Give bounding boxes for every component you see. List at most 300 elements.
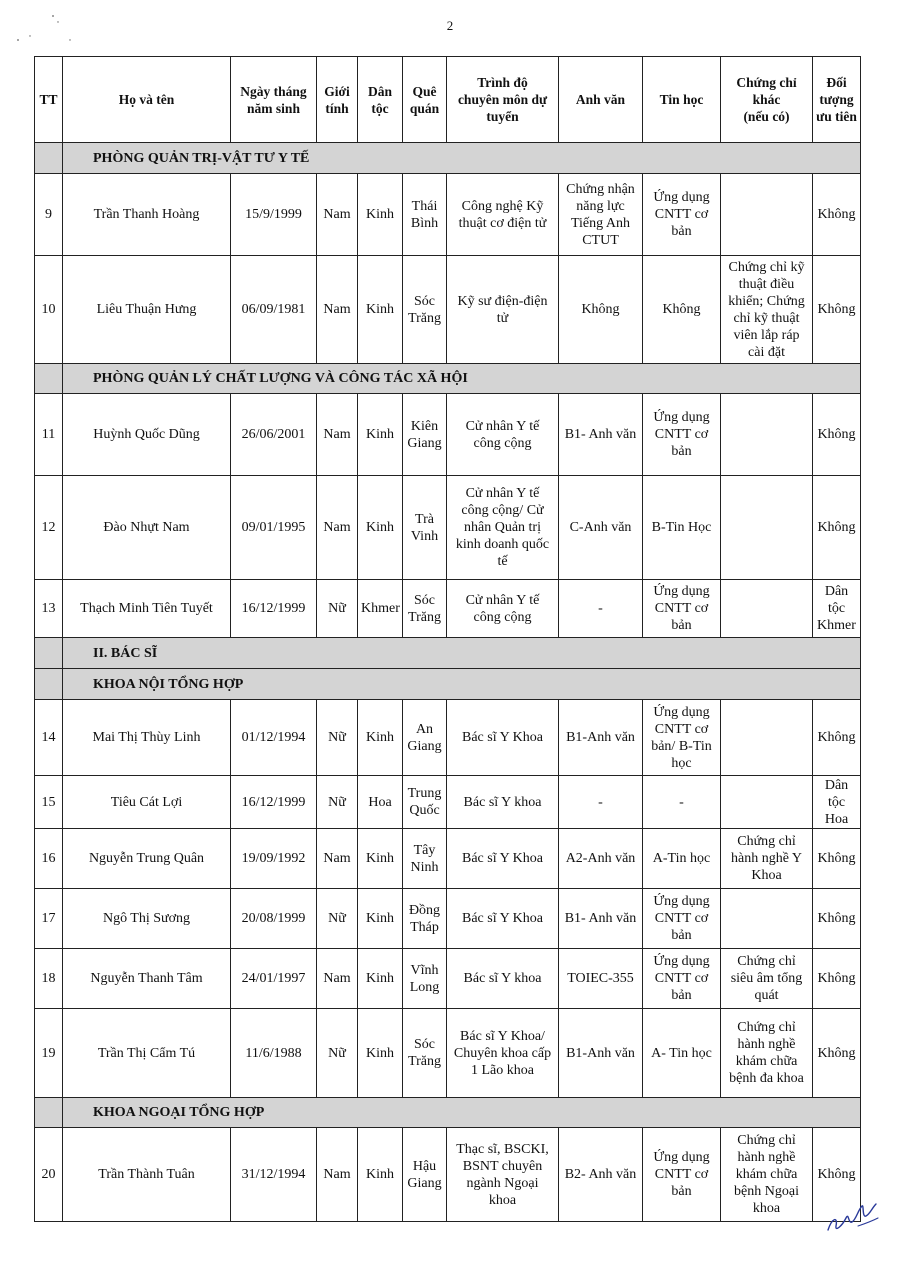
cell-ethnicity: Kinh: [358, 889, 403, 949]
cell-dob: 20/08/1999: [231, 889, 317, 949]
cell-line: Trung: [407, 786, 442, 801]
cell-english: [559, 256, 643, 364]
cell-gender: Nữ: [317, 580, 358, 638]
cell-it: [643, 476, 721, 580]
section-row: [35, 364, 861, 394]
header-ethnicity: [358, 57, 403, 143]
cell-line: B1- Anh văn: [564, 911, 637, 926]
cell-tt: 9: [35, 174, 63, 256]
section-title: KHOA NỘI TỔNG HỢP: [63, 669, 861, 700]
cell-ethnicity: Kinh: [358, 174, 403, 256]
cell-line: nhân Quản trị: [464, 520, 541, 535]
cell-qualification: [447, 256, 559, 364]
cell-line: B1-Anh văn: [566, 730, 635, 745]
cell-line: BSNT chuyên: [462, 1158, 543, 1174]
cell-line: Cử nhân Y tế: [465, 418, 540, 434]
cell-line: thuật điều: [738, 276, 795, 292]
cell-priority: [813, 580, 861, 638]
cell-line: Quốc: [409, 803, 440, 818]
cell-other-cert: [721, 949, 813, 1009]
section-tt-cell: [35, 638, 63, 669]
cell-line: Ứng dụng: [653, 704, 710, 720]
cell-dob: 16/12/1999: [231, 776, 317, 829]
cell-line: 1 Lão khoa: [471, 1062, 534, 1078]
cell-hometown: [403, 580, 447, 638]
cell-dob: 01/12/1994: [231, 700, 317, 776]
cell-line: Sóc: [414, 293, 435, 309]
cell-other-cert: [721, 1009, 813, 1098]
cell-line: CNTT cơ: [654, 601, 709, 616]
header-qualification: [447, 57, 559, 143]
cell-name: Tiêu Cát Lợi: [63, 776, 231, 829]
cell-line: hành nghề Y: [730, 851, 803, 866]
cell-priority: [813, 949, 861, 1009]
cell-qualification: [447, 1009, 559, 1098]
cell-dob: 15/9/1999: [231, 174, 317, 256]
cell-name: Trần Thành Tuân: [63, 1128, 231, 1222]
cell-english: [559, 949, 643, 1009]
section-tt-cell: [35, 1098, 63, 1128]
cell-line: B1- Anh văn: [564, 427, 637, 442]
cell-line: ưu tiên: [816, 109, 857, 124]
cell-line: cài đặt: [748, 344, 785, 360]
cell-english: [559, 476, 643, 580]
cell-it: [643, 776, 721, 829]
cell-line: tượng: [819, 92, 854, 107]
cell-qualification: [447, 776, 559, 829]
cell-line: Chứng chỉ: [736, 75, 797, 90]
cell-ethnicity: Kinh: [358, 394, 403, 476]
cell-line: Không: [817, 730, 856, 745]
cell-qualification: [447, 949, 559, 1009]
cell-line: Trăng: [408, 310, 441, 326]
cell-line: Trăng: [408, 1054, 441, 1069]
cell-line: CNTT cơ: [654, 721, 709, 737]
cell-name: Nguyễn Trung Quân: [63, 829, 231, 889]
cell-line: Kỹ sư điện-điện: [457, 293, 548, 309]
cell-line: tế: [497, 554, 508, 569]
cell-line: chuyên môn dự: [457, 92, 548, 107]
cell-english: [559, 580, 643, 638]
cell-it: [643, 1009, 721, 1098]
handwritten-signature: [822, 1196, 882, 1236]
cell-line: năm sinh: [247, 100, 300, 116]
cell-line: bản: [671, 928, 692, 943]
header-gender: [317, 57, 358, 143]
cell-line: Không: [817, 911, 856, 926]
header-row: [35, 57, 861, 143]
cell-name: Trần Thị Cẩm Tú: [63, 1009, 231, 1098]
cell-gender: Nữ: [317, 1009, 358, 1098]
cell-line: Chứng chỉ kỹ: [728, 259, 805, 275]
cell-line: Bác sĩ Y Khoa: [462, 730, 543, 745]
cell-line: Khoa: [751, 868, 782, 883]
cell-gender: Nam: [317, 256, 358, 364]
cell-gender: Nam: [317, 174, 358, 256]
cell-line: Bác sĩ Y Khoa/: [460, 1028, 545, 1044]
table-row: [35, 889, 861, 949]
section-title: II. BÁC SĨ: [63, 638, 861, 669]
cell-line: Long: [409, 979, 440, 995]
cell-line: Bác sĩ Y khoa: [463, 794, 542, 810]
cell-line: Giang: [407, 435, 442, 451]
cell-line: Quê: [412, 83, 437, 99]
cell-ethnicity: Kinh: [358, 256, 403, 364]
header-tt: TT: [35, 57, 63, 143]
table-row: [35, 256, 861, 364]
cell-gender: Nữ: [317, 776, 358, 829]
cell-name: Liêu Thuận Hưng: [63, 256, 231, 364]
cell-line: Đối: [826, 75, 847, 90]
cell-priority: [813, 394, 861, 476]
cell-line: bản: [671, 1184, 692, 1199]
scan-speckle: [8, 10, 78, 50]
cell-line: công cộng: [473, 435, 532, 451]
table-row: [35, 829, 861, 889]
cell-other-cert: [721, 889, 813, 949]
cell-priority: [813, 256, 861, 364]
cell-line: Bình: [410, 215, 439, 231]
cell-line: Chứng chỉ: [737, 834, 796, 849]
cell-line: tộc: [827, 601, 846, 616]
cell-name: Thạch Minh Tiên Tuyết: [63, 580, 231, 638]
cell-hometown: [403, 829, 447, 889]
cell-dob: 06/09/1981: [231, 256, 317, 364]
cell-gender: Nữ: [317, 700, 358, 776]
cell-tt: 18: [35, 949, 63, 1009]
cell-line: bản: [671, 444, 692, 459]
cell-hometown: [403, 476, 447, 580]
cell-qualification: [447, 394, 559, 476]
cell-line: khác: [752, 92, 781, 107]
section-row: [35, 1098, 861, 1128]
cell-line: khoa: [752, 1201, 781, 1216]
cell-it: [643, 1128, 721, 1222]
cell-qualification: [447, 174, 559, 256]
header-english: Anh văn: [559, 57, 643, 143]
cell-english: [559, 700, 643, 776]
cell-line: công cộng/ Cử: [461, 503, 544, 518]
cell-priority: [813, 889, 861, 949]
cell-line: khám chữa: [735, 1054, 798, 1069]
cell-line: quát: [754, 988, 779, 1003]
cell-line: khoa: [488, 1192, 517, 1208]
cell-ethnicity: Kinh: [358, 949, 403, 1009]
cell-other-cert: [721, 394, 813, 476]
cell-line: CTUT: [582, 232, 619, 248]
cell-line: CNTT cơ: [654, 207, 709, 222]
cell-name: Mai Thị Thùy Linh: [63, 700, 231, 776]
cell-line: Giang: [407, 1175, 442, 1191]
cell-line: bản: [671, 988, 692, 1003]
cell-line: Đồng: [408, 902, 441, 918]
cell-line: B-Tin Học: [651, 520, 712, 535]
cell-line: Vinh: [410, 528, 439, 544]
cell-line: Sóc: [414, 1037, 435, 1052]
cell-line: Không: [817, 971, 856, 986]
section-tt-cell: [35, 669, 63, 700]
cell-line: An: [415, 721, 434, 737]
cell-dob: 31/12/1994: [231, 1128, 317, 1222]
cell-english: [559, 776, 643, 829]
cell-line: Không: [817, 851, 856, 866]
cell-line: siêu âm tổng: [730, 971, 803, 986]
header-dob: [231, 57, 317, 143]
cell-line: Thạc sĩ, BSCKI,: [456, 1141, 549, 1157]
cell-line: Sóc: [414, 592, 435, 608]
table-row: [35, 700, 861, 776]
section-tt-cell: [35, 364, 63, 394]
cell-it: [643, 580, 721, 638]
cell-line: -: [598, 601, 603, 616]
cell-tt: 12: [35, 476, 63, 580]
header-other-cert: [721, 57, 813, 143]
cell-line: Tháp: [410, 919, 439, 935]
cell-hometown: [403, 1009, 447, 1098]
cell-line: Ứng dụng: [653, 954, 710, 969]
cell-other-cert: [721, 776, 813, 829]
cell-line: bệnh đa khoa: [729, 1071, 804, 1086]
section-title: KHOA NGOẠI TỔNG HỢP: [63, 1098, 861, 1128]
cell-english: [559, 1009, 643, 1098]
cell-tt: 19: [35, 1009, 63, 1098]
cell-line: Vĩnh: [410, 962, 439, 978]
table-row: [35, 394, 861, 476]
cell-hometown: [403, 776, 447, 829]
cell-line: Ninh: [410, 859, 439, 875]
cell-priority: [813, 476, 861, 580]
cell-line: CNTT cơ: [654, 1167, 709, 1182]
cell-dob: 11/6/1988: [231, 1009, 317, 1098]
cell-line: A2-Anh văn: [565, 851, 636, 866]
table-row: [35, 476, 861, 580]
cell-line: Không: [817, 520, 856, 535]
cell-line: CNTT cơ: [654, 911, 709, 926]
cell-english: [559, 889, 643, 949]
cell-line: Chuyên khoa cấp: [453, 1045, 552, 1061]
cell-line: Thái: [411, 198, 438, 214]
cell-line: học: [671, 755, 692, 771]
cell-english: [559, 174, 643, 256]
cell-hometown: [403, 174, 447, 256]
cell-name: Trần Thanh Hoàng: [63, 174, 231, 256]
cell-line: ngành Ngoại: [466, 1175, 539, 1191]
cell-line: Chứng chỉ: [737, 1020, 796, 1035]
cell-line: bản: [671, 224, 692, 239]
cell-name: Huỳnh Quốc Dũng: [63, 394, 231, 476]
cell-line: CNTT cơ: [654, 971, 709, 986]
section-tt-cell: [35, 143, 63, 174]
cell-dob: 19/09/1992: [231, 829, 317, 889]
cell-ethnicity: Hoa: [358, 776, 403, 829]
cell-it: [643, 700, 721, 776]
cell-gender: Nữ: [317, 889, 358, 949]
section-title: PHÒNG QUẢN LÝ CHẤT LƯỢNG VÀ CÔNG TÁC XÃ HỘI: [63, 364, 861, 394]
cell-line: hành nghề: [737, 1037, 796, 1052]
cell-line: Giới: [324, 83, 350, 99]
cell-other-cert: [721, 700, 813, 776]
cell-gender: Nam: [317, 949, 358, 1009]
cell-line: Dân: [824, 777, 849, 793]
roster-body: [35, 143, 861, 1222]
cell-line: tuyển: [486, 109, 519, 124]
cell-gender: Nam: [317, 394, 358, 476]
cell-other-cert: [721, 829, 813, 889]
cell-line: Ứng dụng: [653, 894, 710, 909]
cell-dob: 09/01/1995: [231, 476, 317, 580]
cell-line: Bác sĩ Y Khoa: [462, 911, 543, 926]
cell-line: Chứng chỉ: [737, 1133, 796, 1148]
cell-ethnicity: Kinh: [358, 476, 403, 580]
cell-line: Hậu: [412, 1158, 437, 1174]
cell-qualification: [447, 1128, 559, 1222]
cell-hometown: [403, 949, 447, 1009]
cell-line: Trăng: [408, 609, 441, 625]
cell-it: [643, 889, 721, 949]
cell-line: Khmer: [817, 618, 856, 633]
cell-tt: 17: [35, 889, 63, 949]
cell-dob: 16/12/1999: [231, 580, 317, 638]
cell-priority: [813, 700, 861, 776]
table-row: [35, 580, 861, 638]
cell-ethnicity: Kinh: [358, 829, 403, 889]
cell-line: Ứng dụng: [653, 410, 710, 425]
cell-tt: 13: [35, 580, 63, 638]
cell-it: [643, 174, 721, 256]
cell-tt: 14: [35, 700, 63, 776]
cell-ethnicity: Kinh: [358, 1128, 403, 1222]
cell-name: Đào Nhựt Nam: [63, 476, 231, 580]
cell-line: B1-Anh văn: [566, 1045, 635, 1061]
cell-dob: 26/06/2001: [231, 394, 317, 476]
cell-line: khám chữa: [735, 1167, 798, 1182]
cell-priority: [813, 1009, 861, 1098]
cell-hometown: [403, 889, 447, 949]
cell-gender: Nam: [317, 1128, 358, 1222]
cell-tt: 15: [35, 776, 63, 829]
section-row: [35, 638, 861, 669]
cell-gender: Nam: [317, 476, 358, 580]
section-row: [35, 669, 861, 700]
page-number: 2: [446, 18, 454, 33]
cell-line: -: [598, 794, 603, 810]
cell-name: Ngô Thị Sương: [63, 889, 231, 949]
cell-other-cert: [721, 256, 813, 364]
cell-qualification: [447, 829, 559, 889]
cell-line: Cử nhân Y tế: [465, 486, 540, 501]
cell-line: Tây: [413, 842, 436, 858]
cell-priority: [813, 829, 861, 889]
table-row: [35, 1009, 861, 1098]
cell-line: (nếu có): [743, 109, 790, 124]
cell-other-cert: [721, 1128, 813, 1222]
cell-line: Không: [817, 1167, 856, 1182]
cell-line: Không: [817, 1045, 856, 1061]
cell-it: [643, 829, 721, 889]
cell-other-cert: [721, 580, 813, 638]
cell-qualification: [447, 476, 559, 580]
cell-english: [559, 394, 643, 476]
cell-line: Kiên: [410, 418, 439, 434]
cell-line: -: [679, 794, 684, 810]
cell-line: bản: [671, 618, 692, 633]
cell-ethnicity: Kinh: [358, 1009, 403, 1098]
cell-line: Không: [817, 302, 856, 317]
cell-tt: 10: [35, 256, 63, 364]
cell-line: TOIEC-355: [567, 971, 634, 986]
cell-line: khiển; Chứng: [728, 293, 805, 309]
cell-line: Không: [817, 427, 856, 442]
cell-line: Không: [817, 207, 856, 222]
cell-line: Công nghệ Kỹ: [461, 198, 544, 214]
cell-tt: 20: [35, 1128, 63, 1222]
header-it: Tin học: [643, 57, 721, 143]
cell-line: hành nghề: [737, 1150, 796, 1165]
cell-line: Không: [581, 302, 620, 317]
cell-line: Chứng nhận: [566, 181, 635, 197]
cell-qualification: [447, 700, 559, 776]
table-row: [35, 776, 861, 829]
cell-hometown: [403, 256, 447, 364]
cell-line: bệnh Ngoại: [734, 1184, 799, 1199]
cell-line: Ứng dụng: [653, 190, 710, 205]
cell-line: Ngày tháng: [240, 83, 307, 99]
cell-line: CNTT cơ: [654, 427, 709, 442]
cell-line: viên lắp ráp: [733, 327, 800, 343]
header-name: Họ và tên: [63, 57, 231, 143]
cell-name: Nguyễn Thanh Tâm: [63, 949, 231, 1009]
cell-line: tộc Hoa: [824, 794, 849, 827]
cell-ethnicity: Khmer: [358, 580, 403, 638]
cell-line: A-Tin học: [652, 851, 711, 866]
cell-gender: Nam: [317, 829, 358, 889]
header-hometown: [403, 57, 447, 143]
cell-line: A- Tin học: [651, 1045, 712, 1061]
section-row: [35, 143, 861, 174]
cell-line: Ứng dụng: [653, 1150, 710, 1165]
cell-line: Cử nhân Y tế: [465, 592, 540, 608]
cell-other-cert: [721, 174, 813, 256]
roster-table: [34, 56, 861, 1222]
cell-line: chỉ kỹ thuật: [733, 310, 800, 326]
cell-hometown: [403, 700, 447, 776]
cell-line: công cộng: [473, 609, 532, 625]
cell-priority: [813, 776, 861, 829]
cell-priority: [813, 174, 861, 256]
table-row: [35, 1128, 861, 1222]
cell-line: C-Anh văn: [569, 520, 632, 535]
cell-line: tộc: [371, 100, 389, 116]
header-priority: [813, 57, 861, 143]
cell-other-cert: [721, 476, 813, 580]
cell-line: Tiếng Anh: [570, 215, 630, 231]
cell-qualification: [447, 580, 559, 638]
cell-line: bản/ B-Tin: [651, 738, 712, 754]
cell-dob: 24/01/1997: [231, 949, 317, 1009]
cell-line: Ứng dụng: [653, 584, 710, 599]
cell-ethnicity: Kinh: [358, 700, 403, 776]
cell-line: kinh doanh quốc: [455, 537, 550, 552]
cell-line: tử: [496, 310, 509, 326]
cell-line: tính: [325, 100, 349, 116]
table-row: [35, 174, 861, 256]
cell-line: Không: [662, 302, 701, 317]
cell-line: năng lực: [576, 198, 625, 214]
cell-english: [559, 829, 643, 889]
cell-tt: 11: [35, 394, 63, 476]
cell-english: [559, 1128, 643, 1222]
cell-it: [643, 256, 721, 364]
